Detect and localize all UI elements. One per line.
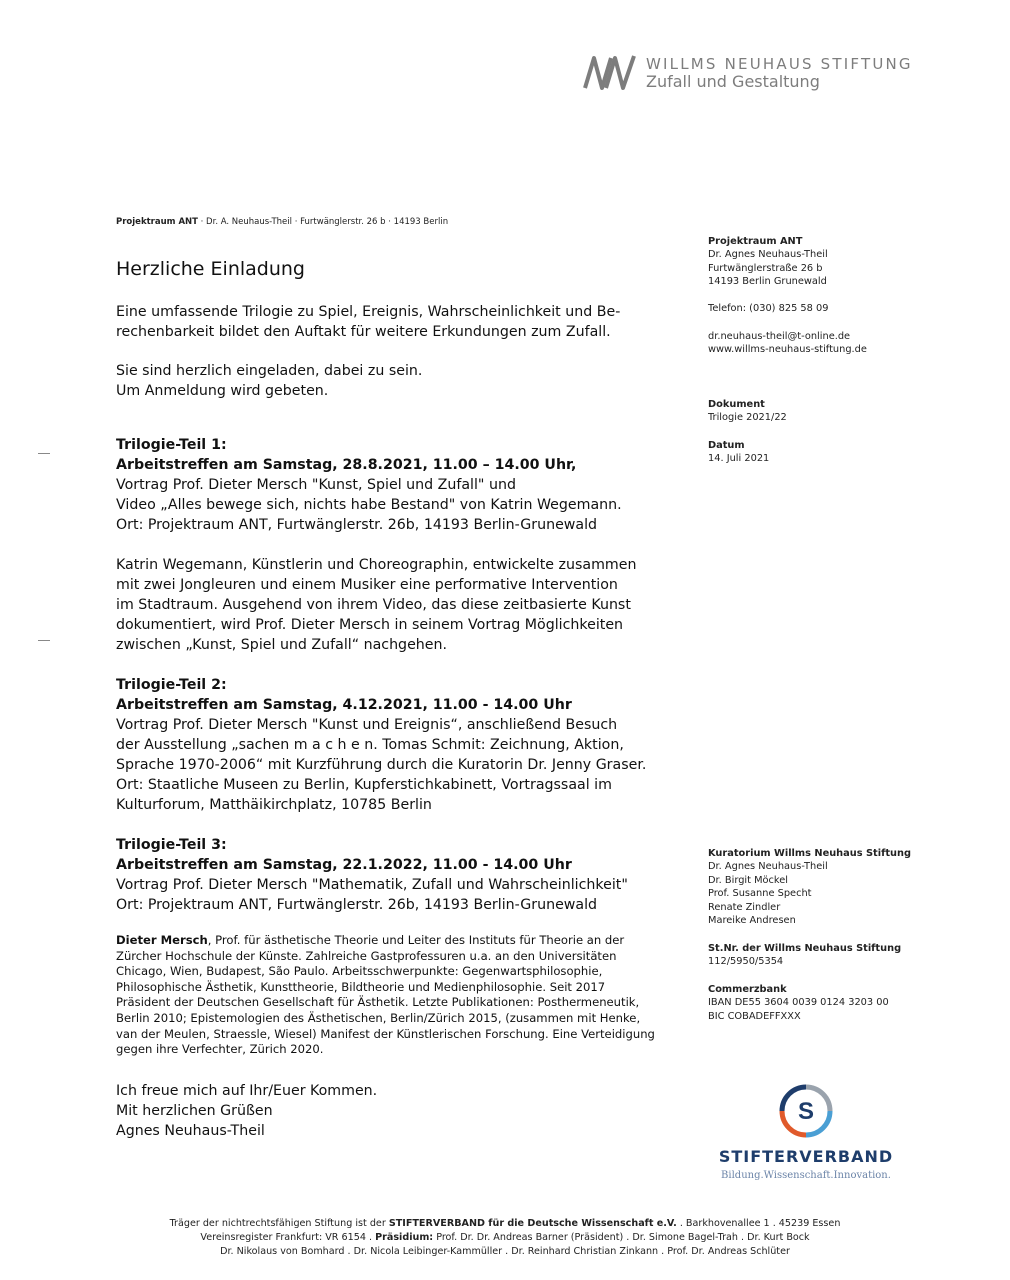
fold-mark	[38, 453, 50, 454]
intro-paragraph: Eine umfassende Trilogie zu Spiel, Ereignis, Wahrscheinlichkeit und Be- rechenbarkeit bildet den Auftakt für weitere Erkundungen zum Zufall.	[116, 304, 621, 340]
sidebar-document: Dokument Trilogie 2021/22	[708, 399, 787, 424]
stifterverband-tagline: Bildung.Wissenschaft.Innovation.	[721, 1170, 891, 1181]
foundation-name: WILLMS NEUHAUS STIFTUNG	[646, 55, 913, 73]
sidebar-tax-number: St.Nr. der Willms Neuhaus Stiftung 112/5950/5354	[708, 943, 902, 968]
foundation-logo	[582, 52, 912, 98]
trilogy-part-1: Trilogie-Teil 1: Arbeitstreffen am Samstag, 28.8.2021, 11.00 – 14.00 Uhr, Vortrag Prof. Dieter Mersch "Kunst, Spiel und Zufall" und Video „Alles bewege sich, nichts habe Bestand" von Katrin Wegemann. Ort: Projektraum ANT, Furtwänglerstr. 26b, 14193 Berlin-Grunewald	[116, 437, 622, 533]
stifterverband-logo-icon	[778, 1083, 834, 1139]
foundation-subtitle: Zufall und Gestaltung	[646, 72, 820, 91]
sidebar-bank: Commerzbank IBAN DE55 3604 0039 0124 3203 00 BIC COBADEFFXXX	[708, 984, 889, 1022]
fold-mark	[38, 640, 50, 641]
invitation-paragraph: Sie sind herzlich eingeladen, dabei zu sein. Um Anmeldung wird gebeten.	[116, 363, 423, 399]
trilogy-part-3: Trilogie-Teil 3: Arbeitstreffen am Samstag, 22.1.2022, 11.00 - 14.00 Uhr Vortrag Prof. Dieter Mersch "Mathematik, Zufall und Wahrscheinlichkeit" Ort: Projektraum ANT, Furtwänglerstr. 26b, 14193 Berlin-Grunewald	[116, 837, 628, 913]
speaker-biography: Dieter Mersch, Prof. für ästhetische Theorie und Leiter des Instituts für Theorie an der Zürcher Hochschule der Künste. Zahlreiche Gastprofessuren u.a. an den Universitäten Chicago, Wien, Budapest, São Paulo. Arbeitsschwerpunkte: Gegenwartsphilosophie, Philosophische Ästhetik, Kunsttheorie, Bildtheorie und Medienphilosophie. Seit 2017 Präsident der Deutschen Gesellschaft für Ästhetik. Letzte Publikationen: Posthermeneutik, Berlin 2010; Epistemologien des Ästhetischen, Berlin/Zürich 2015, (zusammen mit Henke, van der Meulen, Straessle, Wiesel) Manifest der Künstlerischen Forschung. Eine Verteidigung gegen ihre Verfechter, Zürich 2020.	[116, 933, 655, 1057]
part-1-description: Katrin Wegemann, Künstlerin und Choreographin, entwickelte zusammen mit zwei Jongleuren und einem Musiker eine performative Intervention im Stadtraum. Ausgehend von ihrem Video, das diese zeitbasierte Kunst dokumentiert, wird Prof. Dieter Mersch in seinem Vortrag Möglichkeiten zwischen „Kunst, Spiel und Zufall“ nachgehen.	[116, 557, 637, 653]
website-link[interactable]: www.willms-neuhaus-stiftung.de	[708, 344, 867, 356]
closing-greeting: Ich freue mich auf Ihr/Euer Kommen. Mit herzlichen Grüßen Agnes Neuhaus-Theil	[116, 1083, 378, 1139]
stifterverband-name: STIFTERVERBAND	[718, 1147, 894, 1166]
wn-monogram-icon	[582, 52, 640, 92]
svg-text:S: S	[797, 1098, 815, 1125]
email-link[interactable]: dr.neuhaus-theil@t-online.de	[708, 331, 851, 342]
sidebar-phone: Telefon: (030) 825 58 09	[708, 303, 829, 314]
page-footer: Träger der nichtrechtsfähigen Stiftung ist der STIFTERVERBAND für die Deutsche Wissenschaft e.V. . Barkhovenallee 1 . 45239 Essen Vereinsregister Frankfurt: VR 6154 . Präsidium: Prof. Dr. Dr. Andreas Barner (Präsident) . Dr. Simone Bagel-Trah . Dr. Kurt Bock Dr. Nikolaus von Bomhard . Dr. Nicola Leibinger-Kammüller . Dr. Reinhard Christian Zinkann . Prof. Dr. Andreas Schlüter	[169, 1218, 841, 1257]
sidebar-contact	[708, 330, 867, 357]
sender-address-line: Projektraum ANT · Dr. A. Neuhaus-Theil · Furtwänglerstr. 26 b · 14193 Berlin	[116, 217, 449, 227]
page-title: Herzliche Einladung	[116, 258, 305, 280]
sidebar-address: Projektraum ANT Dr. Agnes Neuhaus-Theil Furtwänglerstraße 26 b 14193 Berlin Grunewald	[708, 236, 828, 288]
trilogy-part-2: Trilogie-Teil 2: Arbeitstreffen am Samstag, 4.12.2021, 11.00 - 14.00 Uhr Vortrag Prof. Dieter Mersch "Kunst und Ereignis“, anschließend Besuch der Ausstellung „sachen m a c h e n. Tomas Schmit: Zeichnung, Aktion, Sprache 1970-2006“ mit Kurzführung durch die Kuratorin Dr. Jenny Graser. Ort: Staatliche Museen zu Berlin, Kupferstichkabinett, Vortragssaal im Kulturforum, Matthäikirchplatz, 10785 Berlin	[116, 677, 647, 813]
sidebar-board: Kuratorium Willms Neuhaus Stiftung Dr. Agnes Neuhaus-Theil Dr. Birgit Möckel Prof. Susanne Specht Renate Zindler Mareike Andresen	[708, 848, 911, 927]
sidebar-date: Datum 14. Juli 2021	[708, 440, 770, 465]
